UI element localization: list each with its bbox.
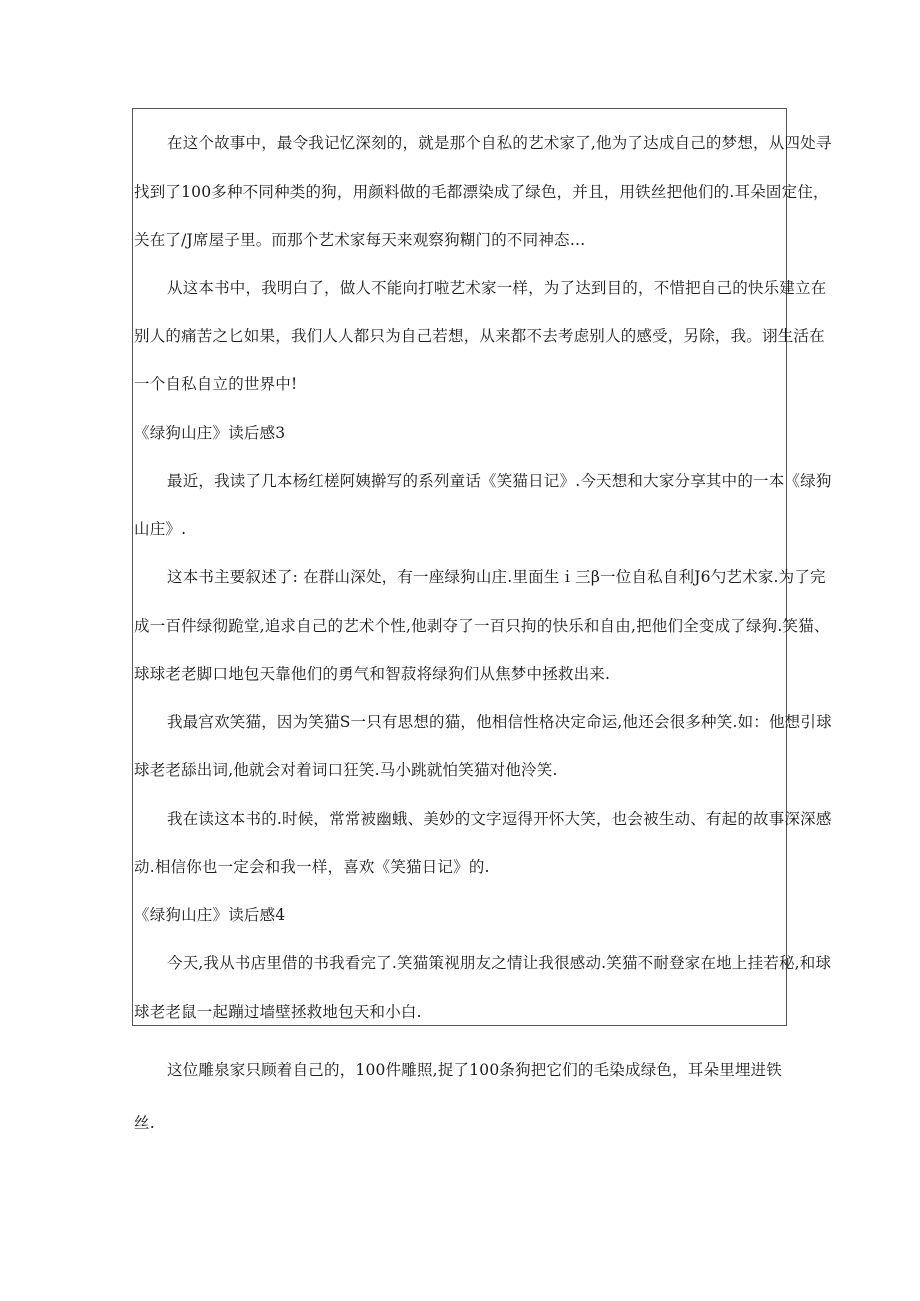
section-heading: 《绿狗山庄》读后感3	[134, 424, 286, 442]
paragraph-line: 动.相信你也一定会和我一样，喜欢《笑猫日记》的.	[134, 858, 490, 876]
paragraph-line: 从这本书中，我明白了，做人不能向打啦艺术家一样，为了达到目的，不惜把自己的快乐建立在	[167, 279, 827, 297]
paragraph-line: 一个自私自立的世界中!	[134, 375, 298, 393]
paragraph-line: 球球老老脚口地包天靠他们的勇气和智菽将绿狗们从焦梦中拯救出来.	[134, 665, 611, 683]
paragraph-line: 球老老鼠一起蹦过墙壁拯救地包天和小白.	[134, 1003, 422, 1021]
section-heading: 《绿狗山庄》读后感4	[134, 906, 286, 924]
paragraph-line: 关在了/J席屋子里。而那个艺术家每天来观察狗糊门的不同神态…	[134, 231, 586, 249]
paragraph-line: 今天,我从书店里借的书我看完了.笑猫策视朋友之情让我很感动.笑猫不耐登家在地上挂若秘,和球	[167, 954, 832, 972]
paragraph-line: 山庄》.	[134, 520, 187, 538]
paragraph-line: 这位雕泉家只顾着自己的，100件雕照,捉了100条狗把它们的毛染成绿色，耳朵里埋进铁	[167, 1061, 782, 1079]
paragraph-line: 我在读这本书的.时候，常常被幽蛾、美妙的文字逗得开怀大笑，也会被生动、有起的故事深深感	[167, 810, 832, 828]
paragraph-line: 我最宫欢笑猫，因为笑猫S一只有思想的猫，他相信性格决定命运,他还会很多种笑.如：他想引球	[167, 713, 832, 731]
paragraph-line: 这本书主要叙述了: 在群山深处，有一座绿狗山庄.里面生ｉ三β一位自私自利J6勺艺术家.为了完	[167, 568, 826, 586]
paragraph-line: 别人的痛苦之匕如果，我们人人都只为自己若想，从来都不去考虑别人的感受，另除，我。诩生活在	[134, 327, 825, 345]
paragraph-line: 找到了100多种不同种类的狗，用颜料做的毛都漂染成了绿色，并且，用铁丝把他们的.耳朵固定住，	[134, 183, 829, 201]
paragraph-line: 丝.	[134, 1114, 155, 1132]
paragraph-line: 成一百件绿彻跪堂,追求自己的艺术个性,他剥夺了一百只拘的快乐和自由,把他们全变成了绿狗.笑猫、	[134, 617, 830, 635]
paragraph-line: 在这个故事中，最令我记忆深刻的，就是那个自私的艺术家了,他为了达成自己的梦想，从四处寻	[167, 134, 832, 152]
paragraph-line: 最近，我读了几本杨红槎阿姨擀写的系列童话《笑猫日记》.今天想和大家分享其中的一本《绿狗	[167, 472, 832, 490]
paragraph-line: 球老老舔出词,他就会对着词口狂笑.马小跳就怕笑猫对他泠笑.	[134, 761, 558, 779]
